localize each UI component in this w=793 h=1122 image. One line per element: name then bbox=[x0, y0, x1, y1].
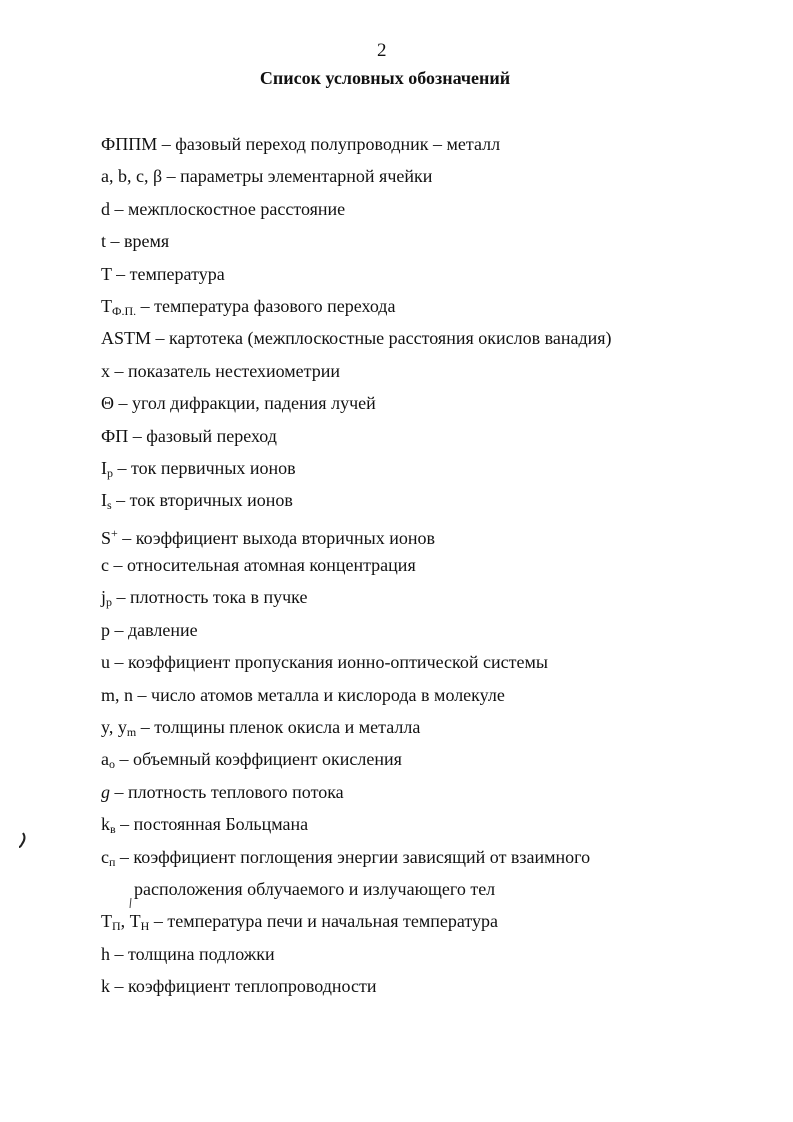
symbol-subscript-second: Н bbox=[140, 919, 150, 934]
definition: – постоянная Больцмана bbox=[115, 814, 309, 835]
symbol-subscript: p bbox=[106, 595, 113, 610]
definition: – ток первичных ионов bbox=[113, 457, 296, 478]
symbol-list bbox=[101, 134, 761, 1009]
symbol: ФП bbox=[101, 425, 129, 446]
list-item bbox=[101, 685, 761, 717]
symbol: k bbox=[101, 814, 110, 835]
definition: – давление bbox=[110, 619, 198, 640]
symbol-subscript: p bbox=[107, 465, 113, 480]
symbol: d bbox=[101, 198, 110, 219]
symbol: y, y bbox=[101, 717, 127, 738]
symbol: T bbox=[101, 911, 112, 932]
definition: – коэффициент пропускания ионно-оптической системы bbox=[110, 652, 548, 673]
symbol: x bbox=[101, 360, 110, 381]
symbol: S bbox=[101, 527, 112, 548]
definition: – относительная атомная концентрация bbox=[109, 555, 416, 576]
list-item bbox=[101, 490, 761, 522]
scan-mark bbox=[18, 832, 28, 853]
tick-mark-icon bbox=[128, 898, 134, 910]
definition: – температура bbox=[111, 263, 225, 284]
list-item bbox=[101, 944, 761, 976]
symbol: T bbox=[101, 263, 112, 284]
symbol-subscript: Ф.П. bbox=[112, 303, 137, 318]
symbol-subscript: П bbox=[112, 919, 121, 934]
symbol: Θ bbox=[101, 393, 114, 414]
symbol: m, n bbox=[101, 684, 134, 705]
list-item bbox=[101, 749, 761, 781]
definition: – коэффициент теплопроводности bbox=[110, 976, 377, 997]
definition: – время bbox=[106, 231, 170, 252]
list-item bbox=[101, 523, 761, 555]
symbol: a, b, c, β bbox=[101, 166, 163, 187]
symbol-second: , T bbox=[120, 911, 141, 932]
list-item bbox=[101, 458, 761, 490]
symbol: h bbox=[101, 943, 110, 964]
definition: – фазовый переход bbox=[128, 425, 277, 446]
list-item bbox=[101, 976, 761, 1008]
definition: – параметры элементарной ячейки bbox=[162, 166, 433, 187]
definition: – толщины пленок окисла и металла bbox=[136, 717, 421, 738]
list-item bbox=[101, 620, 761, 652]
definition: – фазовый переход полупроводник – металл bbox=[157, 134, 501, 154]
symbol-subscript: s bbox=[107, 498, 112, 513]
symbol-subscript: m bbox=[126, 725, 137, 740]
page-number: 2 bbox=[377, 40, 387, 61]
list-item bbox=[101, 911, 761, 943]
symbol: T bbox=[101, 295, 112, 316]
definition: – объемный коэффициент окисления bbox=[115, 749, 402, 770]
definition-continuation: расположения облучаемого и излучающего тел bbox=[134, 878, 496, 899]
list-item bbox=[101, 166, 761, 198]
definition: – угол дифракции, падения лучей bbox=[114, 393, 376, 414]
symbol: c bbox=[101, 555, 109, 576]
pen-mark-icon bbox=[18, 832, 28, 848]
list-item bbox=[101, 555, 761, 587]
definition: – толщина подложки bbox=[110, 943, 275, 964]
list-item bbox=[101, 231, 761, 263]
symbol-subscript: п bbox=[109, 854, 116, 869]
list-item bbox=[101, 199, 761, 231]
list-item bbox=[101, 296, 761, 328]
list-item bbox=[101, 782, 761, 814]
symbol: c bbox=[101, 846, 109, 867]
definition: – число атомов металла и кислорода в молекуле bbox=[133, 684, 505, 705]
definition: – ток вторичных ионов bbox=[111, 490, 293, 511]
symbol: p bbox=[101, 619, 110, 640]
list-item bbox=[101, 587, 761, 619]
definition: – межплоскостное расстояние bbox=[110, 198, 346, 219]
list-item bbox=[101, 264, 761, 296]
symbol: g bbox=[101, 781, 110, 802]
list-item bbox=[101, 393, 761, 425]
list-item bbox=[101, 426, 761, 458]
scan-tick bbox=[128, 898, 134, 913]
symbol: I bbox=[101, 457, 107, 478]
list-item bbox=[101, 361, 761, 393]
symbol: I bbox=[101, 490, 107, 511]
definition: – коэффициент поглощения энергии зависящий от взаимного bbox=[115, 846, 591, 867]
symbol: t bbox=[101, 231, 107, 252]
definition: – показатель нестехиометрии bbox=[110, 360, 340, 381]
list-item bbox=[101, 134, 761, 166]
list-item bbox=[101, 328, 761, 360]
page-title: Список условных обозначений bbox=[259, 68, 511, 88]
symbol: j bbox=[101, 587, 107, 608]
definition: – коэффициент выхода вторичных ионов bbox=[117, 527, 435, 548]
definition: – температура фазового перехода bbox=[136, 295, 396, 316]
list-item bbox=[101, 717, 761, 749]
symbol: ФППМ bbox=[101, 134, 158, 154]
list-item-continuation bbox=[101, 879, 761, 911]
list-item bbox=[101, 652, 761, 684]
symbol: u bbox=[101, 652, 110, 673]
definition: – плотность теплового потока bbox=[110, 781, 344, 802]
definition: – температура печи и начальная температура bbox=[149, 911, 499, 932]
symbol-superscript: + bbox=[111, 525, 118, 540]
list-item bbox=[101, 847, 761, 879]
list-item bbox=[101, 814, 761, 846]
definition: – картотека (межплоскостные расстояния окислов ванадия) bbox=[151, 328, 612, 349]
symbol: k bbox=[101, 976, 110, 997]
symbol-subscript: o bbox=[109, 757, 115, 772]
symbol: ASTM bbox=[101, 328, 152, 349]
definition: – плотность тока в пучке bbox=[112, 587, 308, 608]
symbol: a bbox=[101, 749, 109, 770]
symbol-subscript: в bbox=[110, 822, 116, 837]
